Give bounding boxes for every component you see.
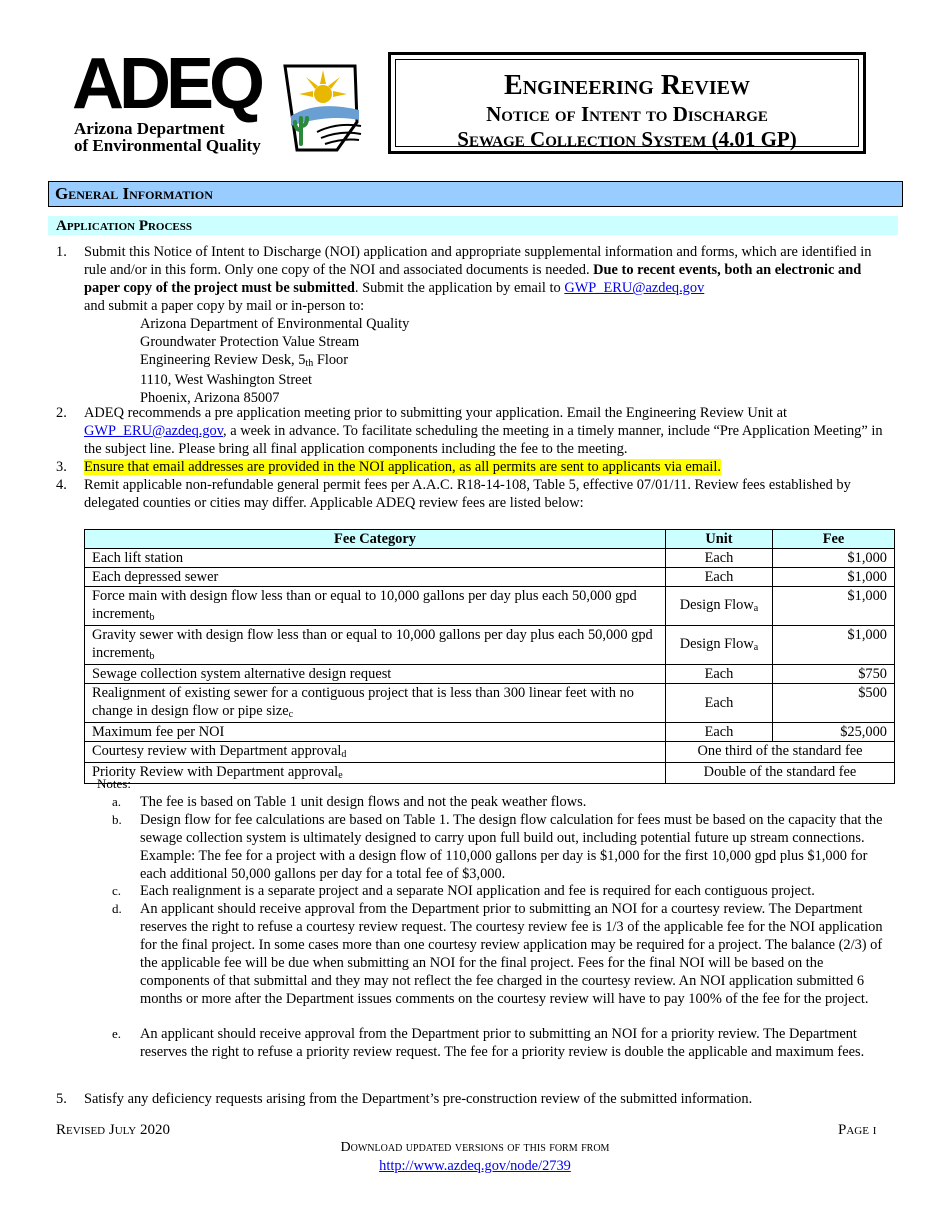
fee-category: Courtesy review with Department approval (92, 743, 342, 759)
table-row (85, 723, 895, 742)
download-note: Download updated versions of this form from (340, 1140, 610, 1155)
fee-category: Gravity sewer with design flow less than or equal to 10,000 gallons per day plus each 50,000 gpd increment (92, 627, 653, 661)
footnote-ref: a (753, 603, 759, 614)
logo-acronym: ADEQ (72, 44, 261, 124)
fee-unit: Design Flow (679, 597, 754, 613)
footnote-ref: e (338, 770, 343, 781)
header-fee: Fee (773, 530, 895, 549)
note-text: Design flow for fee calculations are based on Table 1. The design flow calculation for fees must be based on the capacity that the sewage collection system is ultimately designed to carry upon full build out, including potential future up stream connections. Example: The fee for a project with a design flow of 110,000 gallons per day is $1,000 for the first 10,000 gpd plus $1,000 for each additional 50,000 gallons per day for a total fee of $3,000. (140, 812, 883, 882)
fee-amount: One third of the standard fee (666, 742, 895, 763)
fee-category: Sewage collection system alternative design request (92, 666, 392, 682)
fee-category: Priority Review with Department approval (92, 764, 339, 780)
header-unit: Unit (666, 530, 773, 549)
address-line: Phoenix, Arizona 85007 (140, 390, 280, 406)
item1-text: Submit this Notice of Intent to Discharge (NOI) application and appropriate supplemental information and forms, which are identified in rule and/or in this form. Only one copy of the NOI and associated documents is needed. (84, 244, 872, 278)
item-number: 4. (56, 477, 67, 493)
footnote-ref: b (149, 651, 155, 662)
page-number: Page i (838, 1122, 877, 1138)
title-line3: Sewage Collection System (4.01 GP) (457, 127, 797, 151)
fee-unit: Design Flow (679, 636, 754, 652)
note-letter: a. (112, 794, 122, 809)
fee-amount: $500 (773, 684, 895, 723)
note-letter: b. (112, 812, 122, 827)
item-number: 2. (56, 405, 67, 421)
note-letter: e. (112, 1026, 122, 1041)
table-row (85, 742, 895, 763)
form-title-box (388, 52, 866, 154)
revised-date: Revised July 2020 (56, 1122, 170, 1138)
mailing-address (140, 315, 896, 407)
fee-category: Each depressed sewer (92, 569, 219, 585)
floor-label: Floor (313, 352, 349, 368)
footnote-ref: b (149, 612, 155, 623)
item2-text: ADEQ recommends a pre application meeting prior to submitting your application. Email the Engineering Review Unit at (84, 405, 787, 421)
fee-table (84, 529, 895, 784)
note-letter: d. (112, 901, 122, 916)
fee-unit: Each (666, 723, 773, 742)
fee-unit: Each (666, 568, 773, 587)
logo-line2: of Environmental Quality (74, 136, 261, 155)
note-text: An applicant should receive approval from the Department prior to submitting an NOI for a courtesy review. The Department reserves the right to refuse a courtesy review request. The courtesy review fee is 1/3 of the applicable fee for the NOI application for the final project. In some cases more than one courtesy review application may be required for a project. The balance (2/3) of the applicable fee will be due when submitting an NOI for the final project. Fees for the final NOI will be based on the components of that submittal and they may not reflect the fee charged in the courtesy review. An NOI application submitted 6 months or more after the Department issues comments on the courtesy review will have to pay 100% of the fee for the project. (140, 901, 883, 1007)
fee-amount: $1,000 (773, 549, 895, 568)
footnote-ref: d (341, 749, 347, 760)
item1-text-3: and submit a paper copy by mail or in-person to: (84, 298, 365, 314)
item-number: 1. (56, 244, 67, 260)
fee-category: Each lift station (92, 550, 184, 566)
email-link[interactable]: GWP_ERU@azdeq.gov (564, 280, 705, 296)
section-heading-bar (48, 181, 903, 207)
subsection-heading: Application Process (56, 218, 193, 234)
fee-amount: $750 (773, 665, 895, 684)
table-row (85, 568, 895, 587)
floor-suffix: th (305, 358, 314, 369)
fee-category: Maximum fee per NOI (92, 724, 225, 740)
table-header-row (85, 530, 895, 549)
fee-amount: $1,000 (773, 626, 895, 665)
notes-label: Notes: (97, 776, 131, 791)
address-line: Engineering Review Desk, 5 (140, 352, 306, 368)
item1-text-2: . Submit the application by email to (354, 280, 565, 296)
note-text: An applicant should receive approval from the Department prior to submitting an NOI for a priority review. The Department reserves the right to refuse a priority review request. The fee for a priority review is double the applicable and maximum fees. (140, 1026, 865, 1060)
logo-line1: Arizona Department (74, 119, 225, 138)
table-row (85, 684, 895, 723)
note-letter: c. (112, 883, 122, 898)
footnote-ref: a (753, 642, 759, 653)
title-line1: Engineering Review (504, 70, 750, 101)
fee-unit: Each (666, 684, 773, 723)
item-number: 3. (56, 459, 67, 475)
address-line: 1110, West Washington Street (140, 372, 312, 388)
table-row (85, 587, 895, 626)
title-line2: Notice of Intent to Discharge (486, 102, 768, 126)
item1-bold-text: Due to recent events, both an electronic and paper copy of the project must be submitted (84, 262, 862, 296)
fee-amount: Double of the standard fee (666, 763, 895, 784)
table-row (85, 665, 895, 684)
note-text: Each realignment is a separate project and a separate NOI application and fee is required for each contiguous project. (140, 883, 815, 899)
address-line: Arizona Department of Environmental Quality (140, 316, 410, 332)
item-number: 5. (56, 1091, 67, 1107)
header-fee-category: Fee Category (85, 530, 666, 549)
fee-category: Realignment of existing sewer for a contiguous project that is less than 300 linear feet with no change in design flow or pipe size (92, 685, 634, 719)
fee-category: Force main with design flow less than or equal to 10,000 gallons per day plus each 50,000 gpd increment (92, 588, 637, 622)
section-heading: General Information (55, 184, 213, 203)
subsection-heading-bar (48, 216, 898, 235)
fee-unit: Each (666, 665, 773, 684)
download-link[interactable]: http://www.azdeq.gov/node/2739 (379, 1158, 571, 1174)
item4-text: Remit applicable non-refundable general permit fees per A.A.C. R18-14-108, Table 5, effective 07/01/11. Review fees established by delegated counties or cities may differ. Applicable ADEQ review fees are listed below: (84, 477, 851, 511)
fee-unit: Each (666, 549, 773, 568)
address-line: Groundwater Protection Value Stream (140, 334, 360, 350)
fee-amount: $1,000 (773, 568, 895, 587)
highlighted-notice: Ensure that email addresses are provided in the NOI application, as all permits are sent to applicants via email. (84, 459, 721, 475)
arizona-sun-cactus-icon (277, 62, 367, 154)
item5-text: Satisfy any deficiency requests arising from the Department’s pre-construction review of the submitted information. (84, 1091, 753, 1107)
table-row (85, 763, 895, 784)
adeq-logo (72, 44, 362, 156)
email-link[interactable]: GWP_ERU@azdeq.gov (84, 423, 224, 439)
fee-amount: $1,000 (773, 587, 895, 626)
table-row (85, 626, 895, 665)
footnote-ref: c (288, 709, 294, 720)
item2-text-2: , a week in advance. To facilitate scheduling the meeting in a timely manner, include “Pre Application Meeting” in the subject line. Please bring all final application components including the fee to the meeting. (84, 423, 883, 457)
note-text: The fee is based on Table 1 unit design flows and not the peak weather flows. (140, 794, 587, 810)
fee-amount: $25,000 (773, 723, 895, 742)
table-row (85, 549, 895, 568)
